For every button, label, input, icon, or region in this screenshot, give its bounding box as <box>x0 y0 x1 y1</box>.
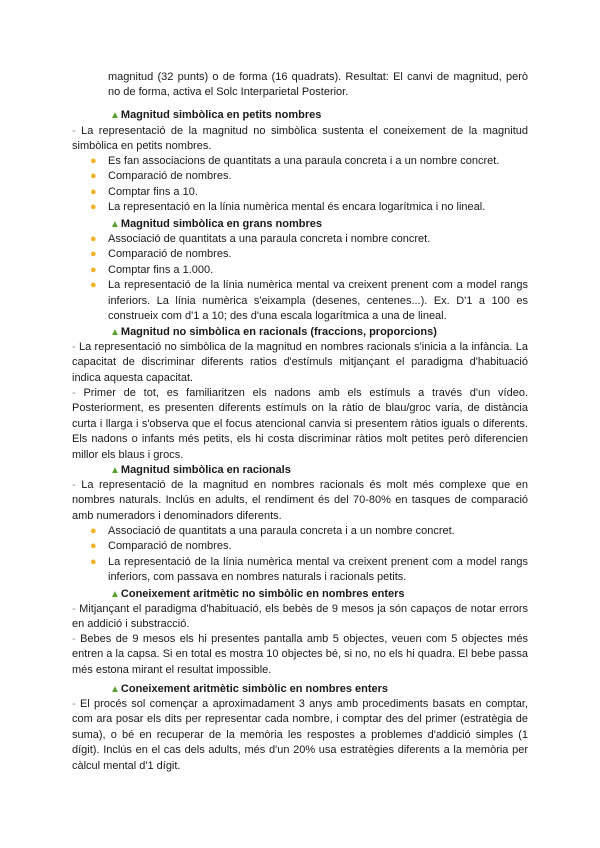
triangle-icon: ▲ <box>110 219 120 230</box>
section-heading: ▲Magnitud simbòlica en grans nombres <box>110 218 322 230</box>
list-item: ● Comptar fins a 1.000. <box>90 263 528 278</box>
bullet-icon: ● <box>90 540 97 553</box>
paragraph: - La representació no simbòlica de la magnitud en nombres racionals s'inicia a la infància. La capacitat de discriminar diferents ratios d'estímuls mitjançant el paradigma d'habituació indica aquesta capacitat. <box>72 341 528 384</box>
list-item: ● Associació de quantitats a una paraula concreta i nombre concret. <box>90 232 528 247</box>
bullet-icon: ● <box>90 233 97 245</box>
list-item: ● La representació de la línia numèrica mental va creixent prenent com a model rangs inferiors. La línia numèrica s'eixampla (desenes, centenes...). Ex. D'1 a 100 es construeix com d'1 a 10; des d'una escala logarítmica a una de lineal. <box>90 279 528 323</box>
section-heading: ▲Coneixement aritmètic no simbòlic en nombres enters <box>110 588 405 600</box>
list-item: ● Es fan associacions de quantitats a una paraula concreta i a un nombre concret. <box>90 154 528 169</box>
bullet-icon: ● <box>90 170 97 183</box>
dash-marker: - <box>72 479 76 491</box>
dash-marker: - <box>72 603 76 615</box>
bullet-list <box>90 232 528 324</box>
triangle-icon: ▲ <box>110 327 120 338</box>
section-heading: ▲Magnitud no simbòlica en racionals (fraccions, proporcions) <box>110 326 437 338</box>
dash-marker: - <box>72 698 76 710</box>
bullet-icon: ● <box>90 263 97 276</box>
list-item: ● Comparació de nombres. <box>90 539 528 554</box>
bullet-icon: ● <box>90 248 97 261</box>
paragraph: - Mitjançant el paradigma d'habituació, els bebès de 9 mesos ja són capaços de notar errors en addició i substracció. <box>72 603 528 631</box>
bullet-icon: ● <box>90 201 97 214</box>
list-item: ● La representació de la línia numèrica mental va creixent prenent com a model rangs inferiors, com passava en nombres naturals i racionals petits. <box>90 555 528 584</box>
list-item: ● Associació de quantitats a una paraula concreta i a un nombre concret. <box>90 524 528 539</box>
list-item: ● La representació en la línia numèrica mental és encara logarítmica i no lineal. <box>90 200 528 215</box>
bullet-list <box>90 524 528 586</box>
bullet-icon: ● <box>90 525 97 537</box>
list-item: ● Comparació de nombres. <box>90 247 528 262</box>
section-heading: ▲Magnitud simbòlica en petits nombres <box>110 109 322 121</box>
bullet-icon: ● <box>90 555 97 568</box>
section-heading: ▲Magnitud simbòlica en racionals <box>110 464 291 476</box>
bullet-icon: ● <box>90 279 97 292</box>
triangle-icon: ▲ <box>110 589 120 600</box>
section-heading: ▲Coneixement aritmètic simbòlic en nombres enters <box>110 683 389 695</box>
paragraph: - El procés sol començar a aproximadament 3 anys amb procediments basats en comptar, com ara posar els dits per representar cada nombre, i comptar des del primer (estratègia de suma), o bé en recuperar de la memòria les respostes a problemes d'addició simples (1 dígit). Inclús en el cas dels adults, més d'un 20% usa estratègies diferents a la memòria per càlcul mental d'1 dígit. <box>72 698 528 772</box>
paragraph: - Bebes de 9 mesos els hi presentes pantalla amb 5 objectes, veuen com 5 objectes més entren a la capsa. Si en total es mostra 10 objectes bé, si no, no els hi quadra. El bebe passa més estona mirant el resultat impossible. <box>72 633 528 676</box>
bullet-list <box>90 154 528 216</box>
bullet-icon: ● <box>90 155 97 167</box>
paragraph: - La representació de la magnitud en nombres racionals és molt més complexe que en nombres naturals. Inclús en adults, el rendiment és del 70-80% en tasques de comparació amb numeradors i denominadors diferents. <box>72 479 529 522</box>
intro-continuation: magnitud (32 punts) o de forma (16 quadrats). Resultat: El canvi de magnitud, però no de forma, activa el Solc Interparietal Posterior. <box>108 71 528 99</box>
dash-marker: - <box>72 387 76 399</box>
list-item: ● Comparació de nombres. <box>90 169 528 184</box>
paragraph: - Primer de tot, es familiaritzen els nadons amb els estímuls a través d'un vídeo. Posteriorment, es presenten diferents estímuls on la ràtio de blau/groc varia, de distància curta i llarga i s'observa que el focus atencional canvia si presentem ràtios iguals o diferents. Els nadons o infants més petits, els hi costa discriminar ràtios molt petites però diferencien millor els blaus i grocs. <box>72 387 528 461</box>
bullet-icon: ● <box>90 185 97 198</box>
dash-marker: - <box>72 633 76 645</box>
dash-marker: - <box>72 341 76 353</box>
triangle-icon: ▲ <box>110 684 120 695</box>
dash-marker: - <box>72 125 76 137</box>
triangle-icon: ▲ <box>110 465 120 476</box>
triangle-icon: ▲ <box>110 110 120 121</box>
paragraph: - La representació de la magnitud no simbòlica sustenta el coneixement de la magnitud simbòlica en petits nombres. <box>72 125 528 153</box>
list-item: ● Comptar fins a 10. <box>90 185 528 200</box>
